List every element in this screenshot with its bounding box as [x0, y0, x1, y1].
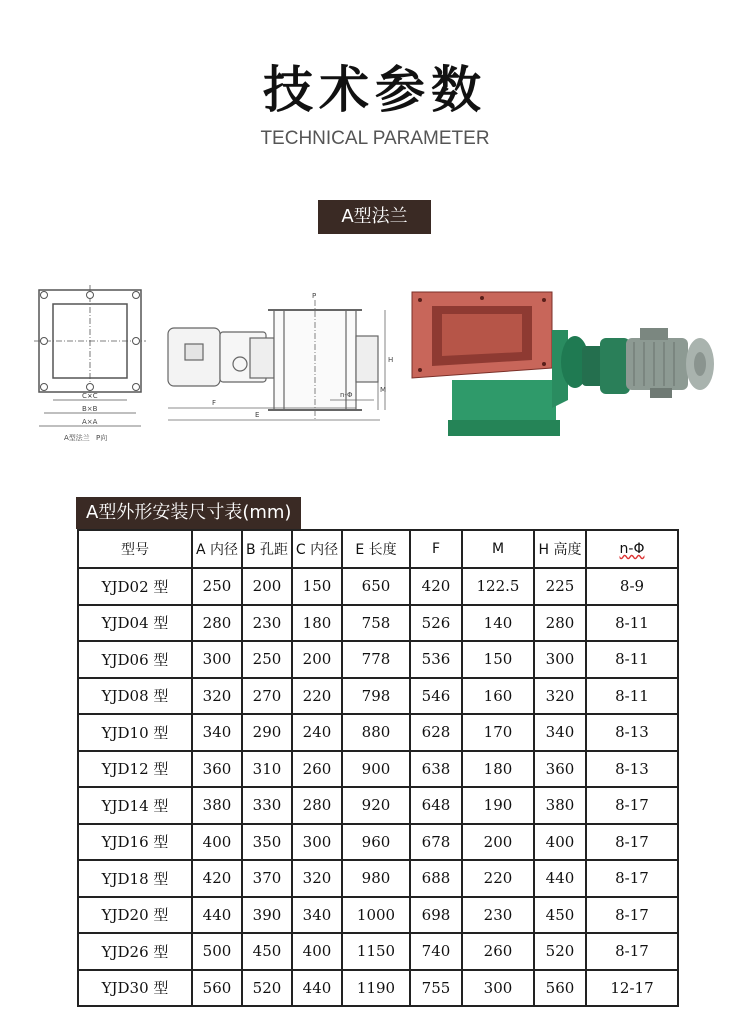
cell-h: 320	[534, 678, 586, 715]
cell-f: 755	[410, 970, 462, 1007]
dim-label-m: M	[380, 386, 387, 394]
page-title: 技术参数	[263, 61, 487, 119]
cell-b: 270	[242, 678, 292, 715]
valve-drawing-figure	[0, 280, 750, 450]
cell-e: 758	[342, 605, 410, 642]
cell-model: YJD18 型	[78, 860, 192, 897]
table-row	[78, 824, 678, 861]
cell-a: 420	[192, 860, 242, 897]
cell-c: 440	[292, 970, 342, 1007]
cell-h: 360	[534, 751, 586, 788]
cell-a: 400	[192, 824, 242, 861]
cell-model: YJD16 型	[78, 824, 192, 861]
col-header-f: F	[410, 530, 462, 568]
cell-f: 628	[410, 714, 462, 751]
cell-e: 1000	[342, 897, 410, 934]
table-row	[78, 897, 678, 934]
cell-model: YJD06 型	[78, 641, 192, 678]
cell-m: 160	[462, 678, 534, 715]
table-row	[78, 860, 678, 897]
cell-m: 122.5	[462, 568, 534, 605]
cell-f: 536	[410, 641, 462, 678]
cell-e: 1190	[342, 970, 410, 1007]
cell-c: 280	[292, 787, 342, 824]
dim-label-cxc: C×C	[82, 392, 98, 400]
cell-model: YJD04 型	[78, 605, 192, 642]
cell-n-phi: 8-17	[586, 933, 678, 970]
cell-h: 300	[534, 641, 586, 678]
dim-label-bxb: B×B	[82, 405, 98, 413]
col-header-c: C 内径	[292, 530, 342, 568]
cell-e: 960	[342, 824, 410, 861]
cell-n-phi: 8-17	[586, 824, 678, 861]
cell-h: 225	[534, 568, 586, 605]
cell-m: 300	[462, 970, 534, 1007]
cell-a: 440	[192, 897, 242, 934]
cell-f: 698	[410, 897, 462, 934]
cell-m: 260	[462, 933, 534, 970]
cell-h: 400	[534, 824, 586, 861]
table-row	[78, 714, 678, 751]
cell-m: 140	[462, 605, 534, 642]
cell-f: 678	[410, 824, 462, 861]
col-header-m: M	[462, 530, 534, 568]
cell-h: 380	[534, 787, 586, 824]
cell-c: 260	[292, 751, 342, 788]
col-header-h: H 高度	[534, 530, 586, 568]
cell-h: 560	[534, 970, 586, 1007]
cell-b: 370	[242, 860, 292, 897]
table-row	[78, 751, 678, 788]
cell-c: 300	[292, 824, 342, 861]
cell-h: 450	[534, 897, 586, 934]
cell-m: 180	[462, 751, 534, 788]
table-row	[78, 933, 678, 970]
cell-m: 200	[462, 824, 534, 861]
cell-n-phi: 8-11	[586, 678, 678, 715]
dim-label-n-phi: n-Φ	[340, 391, 353, 399]
table-row	[78, 970, 678, 1007]
cell-f: 688	[410, 860, 462, 897]
page-subtitle: TECHNICAL PARAMETER	[260, 128, 490, 149]
cell-e: 980	[342, 860, 410, 897]
cell-e: 1150	[342, 933, 410, 970]
cell-b: 310	[242, 751, 292, 788]
cell-h: 340	[534, 714, 586, 751]
cell-c: 150	[292, 568, 342, 605]
cell-n-phi: 8-17	[586, 787, 678, 824]
dim-label-p: P	[312, 292, 317, 300]
cell-model: YJD08 型	[78, 678, 192, 715]
cell-model: YJD30 型	[78, 970, 192, 1007]
cell-e: 900	[342, 751, 410, 788]
cell-c: 320	[292, 860, 342, 897]
valve-product-image	[412, 292, 714, 436]
cell-b: 230	[242, 605, 292, 642]
cell-f: 638	[410, 751, 462, 788]
table-row	[78, 787, 678, 824]
dim-label-f: F	[212, 399, 217, 407]
cell-n-phi: 8-11	[586, 641, 678, 678]
table-row	[78, 568, 678, 605]
cell-a: 560	[192, 970, 242, 1007]
cell-b: 200	[242, 568, 292, 605]
cell-h: 440	[534, 860, 586, 897]
cell-m: 230	[462, 897, 534, 934]
cell-n-phi: 12-17	[586, 970, 678, 1007]
cell-b: 330	[242, 787, 292, 824]
cell-model: YJD10 型	[78, 714, 192, 751]
cell-b: 450	[242, 933, 292, 970]
cell-model: YJD12 型	[78, 751, 192, 788]
col-header-n-phi: n-Φ	[586, 530, 678, 568]
cell-a: 250	[192, 568, 242, 605]
cell-c: 180	[292, 605, 342, 642]
cell-b: 520	[242, 970, 292, 1007]
drawing-caption-left: A型法兰	[64, 434, 90, 442]
cell-f: 740	[410, 933, 462, 970]
cell-a: 500	[192, 933, 242, 970]
table-header-row	[78, 530, 678, 568]
cell-model: YJD20 型	[78, 897, 192, 934]
cell-b: 350	[242, 824, 292, 861]
cell-n-phi: 8-11	[586, 605, 678, 642]
table-body	[78, 568, 678, 1006]
cell-c: 220	[292, 678, 342, 715]
cell-n-phi: 8-13	[586, 714, 678, 751]
cell-n-phi: 8-9	[586, 568, 678, 605]
cell-m: 220	[462, 860, 534, 897]
dim-label-h: H	[388, 356, 394, 364]
cell-m: 150	[462, 641, 534, 678]
col-header-model: 型号	[78, 530, 192, 568]
cell-f: 420	[410, 568, 462, 605]
table-row	[78, 678, 678, 715]
cell-h: 520	[534, 933, 586, 970]
cell-model: YJD14 型	[78, 787, 192, 824]
cell-n-phi: 8-13	[586, 751, 678, 788]
cell-a: 340	[192, 714, 242, 751]
dim-label-axa: A×A	[82, 418, 98, 426]
cell-m: 190	[462, 787, 534, 824]
drawing-caption-right: P向	[96, 434, 108, 442]
cell-e: 778	[342, 641, 410, 678]
cell-f: 546	[410, 678, 462, 715]
cell-f: 526	[410, 605, 462, 642]
cell-n-phi: 8-17	[586, 860, 678, 897]
section-badge: A型法兰	[318, 200, 431, 234]
cell-e: 920	[342, 787, 410, 824]
cell-e: 798	[342, 678, 410, 715]
col-header-b: B 孔距	[242, 530, 292, 568]
cell-c: 240	[292, 714, 342, 751]
cell-c: 340	[292, 897, 342, 934]
col-header-e: E 长度	[342, 530, 410, 568]
valve-side-view	[168, 300, 385, 420]
cell-b: 390	[242, 897, 292, 934]
cell-model: YJD26 型	[78, 933, 192, 970]
cell-h: 280	[534, 605, 586, 642]
table-row	[78, 605, 678, 642]
cell-c: 200	[292, 641, 342, 678]
dimension-table	[77, 529, 679, 1007]
cell-a: 320	[192, 678, 242, 715]
cell-b: 290	[242, 714, 292, 751]
table-row	[78, 641, 678, 678]
cell-f: 648	[410, 787, 462, 824]
col-header-a: A 内径	[192, 530, 242, 568]
cell-n-phi: 8-17	[586, 897, 678, 934]
cell-e: 880	[342, 714, 410, 751]
cell-b: 250	[242, 641, 292, 678]
cell-a: 300	[192, 641, 242, 678]
cell-c: 400	[292, 933, 342, 970]
table-title: A型外形安装尺寸表(mm)	[76, 497, 301, 529]
cell-model: YJD02 型	[78, 568, 192, 605]
cell-a: 280	[192, 605, 242, 642]
dim-label-e: E	[255, 411, 260, 419]
cell-m: 170	[462, 714, 534, 751]
cell-a: 360	[192, 751, 242, 788]
cell-a: 380	[192, 787, 242, 824]
cell-e: 650	[342, 568, 410, 605]
